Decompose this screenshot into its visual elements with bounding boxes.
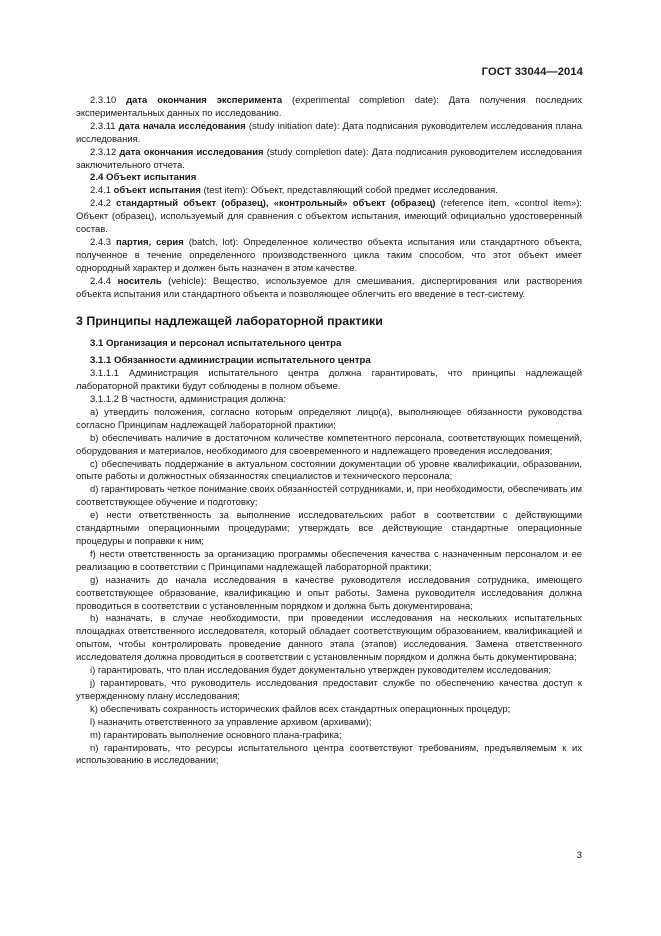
page-number: 3 [576,850,582,861]
clause-text: (study initiation date): Дата подписания руководителем исследования плана исследования. [76,120,582,145]
list-item: f) нести ответственность за организацию программы обеспечения качества с назначенным персоналом и ее реализацию в соответствии с Принципами надлежащей лабораторной практики; [76,548,582,573]
clause-text: (reference item, «control item»): Объект (образец), используемый для сравнения с объектом испытания, имеющий официально удостоверенный состав. [76,198,582,236]
section-3-1-1-title: 3.1.1 Обязанности администрации испытательного центра [90,355,371,367]
clause-text: (study completion date): Дата подписания руководителем исследования заключительного отчета. [76,146,582,171]
clause-number: 2.3.11 [90,120,119,132]
document-id-header: ГОСТ 33044—2014 [481,66,583,78]
clause-term: дата окончания эксперимента [126,95,283,106]
clause-term: стандартный объект (образец), «контрольный» объект (образец) [116,198,436,210]
clause-term: дата начала исследования [118,120,246,132]
clause-number: 2.3.12 [90,146,120,158]
section-2-4-title: 2.4 Объект испытания [90,172,197,184]
clause-2-4-4 [76,276,582,302]
clause-text: (test item): Объект, представляющий собой предмет исследования. [200,185,498,197]
list-item: k) обеспечивать сохранность исторических файлов всех стандартных операционных процедур; [90,703,511,715]
clause-number: 2.3.10 [90,95,127,106]
clause-text: (experimental completion date): Дата получения последних экспериментальных данных по исследованию. [76,95,582,119]
clause-term: объект испытания [113,185,201,197]
clause-number: 2.4.2 [90,198,117,210]
clause-2-3-10 [76,95,582,121]
duties-list [76,407,582,768]
clause-2-4-1 [76,185,582,198]
clause-number: 2.4.1 [90,185,114,197]
clause-2-4-2 [76,198,582,237]
clause-3-1-1-1: 3.1.1.1 Администрация испытательного центра должна гарантировать, что принципы надлежащей лабораторной практики будут соблюдены в полном объеме. [76,368,582,393]
clause-term: дата окончания исследования [119,146,264,158]
clause-2-3-11 [76,121,582,147]
clause-term: носитель [117,275,162,287]
list-item: a) утвердить положения, согласно которым определяют лицо(а), выполняющее обязанности руководства согласно Принципам надлежащей лабораторной практики; [76,406,582,431]
list-item: j) гарантировать, что руководитель исследования предоставит службе по обеспечению качества доступ к утвержденному плану исследования; [76,677,582,702]
section-3-title: 3 Принципы надлежащей лабораторной практики [76,313,383,328]
list-item: n) гарантировать, что ресурсы испытательного центра соответствуют требованиям, предъявляемым к их использованию в исследовании; [76,742,582,767]
list-item: m) гарантировать выполнение основного плана-графика; [90,729,342,741]
clause-2-3-12 [76,147,582,173]
list-item: h) назначать, в случае необходимости, при проведении исследования на нескольких испытательных площадках ответственного исследователя, который обладает соответствующим образованием, квалификацией и опытом, чтобы контролировать проведение данного этапа (этапов) исследования. Замена ответственного исследователя должна проводиться в соответствии с установленным порядком и должна быть документирована; [76,613,582,664]
list-item: b) обеспечивать наличие в достаточном количестве компетентного персонала, соответствующих помещений, оборудования и материалов, необходимого для своевременного и надлежащего проведения исследования; [76,432,582,457]
list-item: g) назначить до начала исследования в качестве руководителя исследования сотрудника, имеющего соответствующее образование, квалификацию и опыт работы. Замена руководителя исследования должна проводиться в соответствии с установленным порядком и должна быть документирована; [76,574,582,612]
list-item: c) обеспечивать поддержание в актуальном состоянии документации об уровне квалификации, образовании, опыте работы и должностных обязанностях специалистов и технического персонала; [76,458,582,483]
clause-2-4-3 [76,237,582,276]
page-content [76,95,582,768]
list-item: d) гарантировать четкое понимание своих обязанностей сотрудниками, и, при необходимости, обеспечивать им соответствующее обучение и подготовку; [76,484,582,509]
list-item: l) назначить ответственного за управление архивом (архивами); [90,716,372,728]
clause-number: 2.4.4 [90,275,118,287]
clause-3-1-1-2: 3.1.1.2 В частности, администрация должна: [90,394,287,406]
clause-number: 2.4.3 [90,236,116,248]
list-item: e) нести ответственность за выполнение исследовательских работ в соответствии с действующими стандартными операционными процедурами; утверждать все действующие стандартные операционные процедуры и поправки к ним; [76,510,582,547]
list-item: i) гарантировать, что план исследования будет документально утвержден руководителем исследования; [90,665,552,677]
section-3-1-title: 3.1 Организация и персонал испытательного центра [90,338,342,350]
clause-text: (batch, lot): Определенное количество объекта испытания или стандартного объекта, полученное в течение определенного производственного цикла таким способом, что этот объект имеет однородный характер и должен быть назначен в этом качестве. [76,236,582,274]
clause-text: (vehicle): Вещество, используемое для смешивания, диспергирования или растворения объекта испытания или стандартного объекта и позволяющее облегчить его введение в тест-систему. [76,275,582,300]
clause-term: партия, серия [116,236,184,248]
